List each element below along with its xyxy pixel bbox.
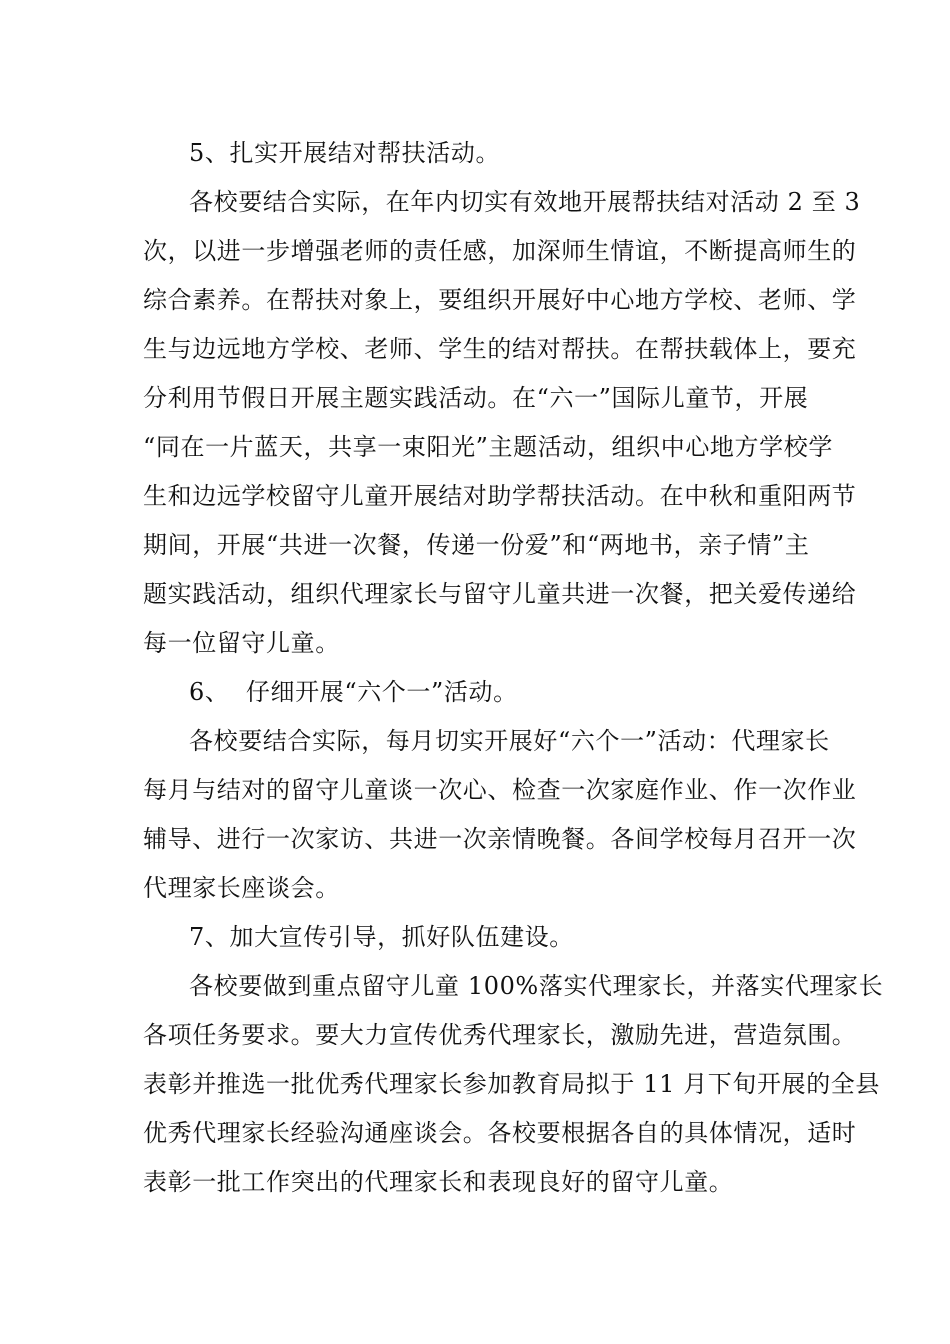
section-5-paragraph-line: 题实践活动，组织代理家长与留守儿童共进一次餐，把关爱传递给	[143, 580, 857, 608]
section-5-heading: 5、扎实开展结对帮扶活动。	[189, 139, 501, 167]
section-5-paragraph-line: 各校要结合实际，在年内切实有效地开展帮扶结对活动 2 至 3	[189, 188, 861, 216]
section-6-paragraph-line: 各校要结合实际，每月切实开展好“六个一”活动：代理家长	[189, 727, 830, 755]
section-7-paragraph-line: 表彰并推选一批优秀代理家长参加教育局拟于 11 月下旬开展的全县	[143, 1070, 880, 1098]
section-5-paragraph-line: “同在一片蓝天，共享一束阳光”主题活动，组织中心地方学校学	[143, 433, 833, 461]
section-5-paragraph-line: 每一位留守儿童。	[143, 629, 340, 657]
section-6-paragraph-line: 辅导、进行一次家访、共进一次亲情晚餐。各间学校每月召开一次	[143, 825, 857, 853]
section-5-paragraph-line: 综合素养。在帮扶对象上，要组织开展好中心地方学校、老师、学	[143, 286, 857, 314]
section-5-paragraph-line: 生与边远地方学校、老师、学生的结对帮扶。在帮扶载体上，要充	[143, 335, 857, 363]
section-7-paragraph-line: 各校要做到重点留守儿童 100%落实代理家长，并落实代理家长	[189, 972, 884, 1000]
section-5-paragraph-line: 分利用节假日开展主题实践活动。在“六一”国际儿童节，开展	[143, 384, 809, 412]
section-6-paragraph-line: 每月与结对的留守儿童谈一次心、检查一次家庭作业、作一次作业	[143, 776, 857, 804]
section-7-paragraph-line: 各项任务要求。要大力宣传优秀代理家长，激励先进，营造氛围。	[143, 1021, 857, 1049]
section-5-paragraph-line: 次，以进一步增强老师的责任感，加深师生情谊，不断提高师生的	[143, 237, 857, 265]
section-7-paragraph-line: 表彰一批工作突出的代理家长和表现良好的留守儿童。	[143, 1168, 734, 1196]
section-5-paragraph-line: 生和边远学校留守儿童开展结对助学帮扶活动。在中秋和重阳两节	[143, 482, 857, 510]
section-6-paragraph-line: 代理家长座谈会。	[143, 874, 340, 902]
section-5-paragraph-line: 期间，开展“共进一次餐，传递一份爱”和“两地书，亲子情”主	[143, 531, 810, 559]
section-6-heading: 6、 仔细开展“六个一”活动。	[189, 678, 518, 706]
section-7-paragraph-line: 优秀代理家长经验沟通座谈会。各校要根据各自的具体情况，适时	[143, 1119, 857, 1147]
section-7-heading: 7、加大宣传引导，抓好队伍建设。	[189, 923, 574, 951]
